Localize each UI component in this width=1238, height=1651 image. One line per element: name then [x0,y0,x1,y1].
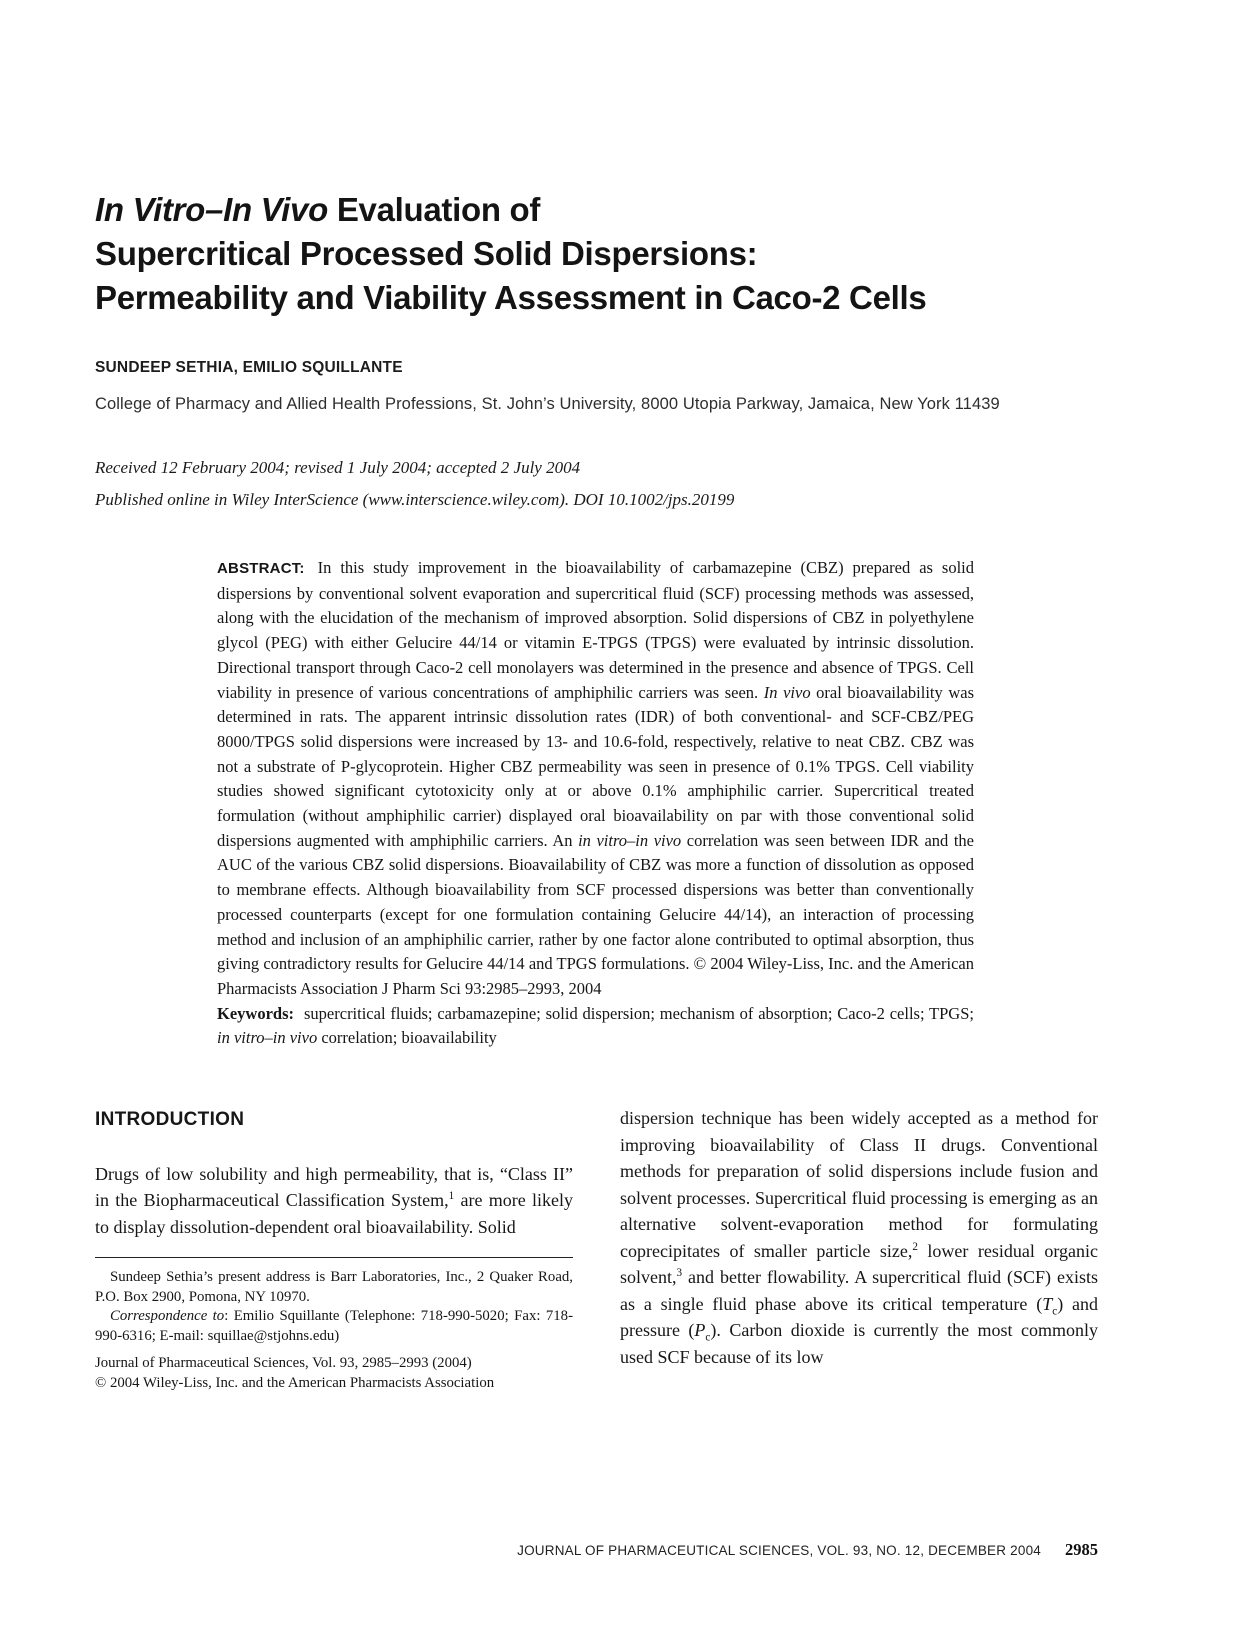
abstract-text-italic: in vitro–in vivo [578,830,682,850]
intro-right-text: ). Carbon dioxide is currently the most commonly used SCF because of its low [620,1320,1098,1367]
title-line1-rest: Evaluation of [327,191,541,228]
symbol-Tc: T [1042,1293,1053,1314]
intro-left-column [95,1105,573,1393]
footnote-correspondence [95,1307,573,1346]
title-line2: Supercritical Processed Solid Dispersions: [95,235,758,272]
page-footer [517,1540,1098,1560]
correspondence-label: Correspondence to [110,1308,225,1325]
footnote-journal-ref: Journal of Pharmaceutical Sciences, Vol. 93, 2985–2993 (2004) [95,1355,472,1372]
footer-page-number: 2985 [1065,1540,1098,1559]
correspondence-text: : Emilio Squillante (Telephone: 718-990-5020; Fax: 718-990-6316; E-mail: squillae@stjohns.edu) [95,1308,574,1344]
subscript-c: c [1052,1305,1058,1318]
abstract-label: ABSTRACT: [217,560,305,577]
title-line3: Permeability and Viability Assessment in Caco-2 Cells [95,279,927,316]
reference-superscript-3: 3 [676,1267,683,1280]
abstract-text-italic: In vivo [763,682,811,702]
abstract-paragraph [217,556,974,1002]
footnote-present-address: Sundeep Sethia’s present address is Barr Laboratories, Inc., 2 Quaker Road, P.O. Box 2900, Pomona, NY 10970. [95,1269,573,1305]
keywords-text-italic: in vitro–in vivo [217,1028,318,1048]
footer-journal-line: JOURNAL OF PHARMACEUTICAL SCIENCES, VOL. 93, NO. 12, DECEMBER 2004 [517,1543,1041,1558]
abstract-text: In this study improvement in the bioavailability of carbamazepine (CBZ) prepared as solid dispersions by conventional solvent evaporation and supercritical fluid (SCF) processing methods was assessed, along with the elucidation of the mechanism of improved absorption. Solid dispersions of CBZ in polyethylene glycol (PEG) with either Gelucire 44/14 or vitamin E-TPGS (TPGS) were evaluated by intrinsic dissolution. Directional transport through Caco-2 cell monolayers was determined in the presence and absence of TPGS. Cell viability in presence of various concentrations of amphiphilic carriers was seen. [217,558,974,702]
keywords-line [217,1002,974,1051]
published-line: Published online in Wiley InterScience (www.interscience.wiley.com). DOI 10.1002/jps.20199 [95,490,735,509]
abstract-text: correlation was seen between IDR and the AUC of the various CBZ solid dispersions. Bioavailability of CBZ was more a function of dissolution as opposed to membrane effects. Although bioavailability from SCF processed dispersions was better than conventionally processed counterparts (except for one formulation containing Gelucire 44/14), an interaction of processing method and inclusion of an amphiphilic carrier, rather by one factor alone contributed to optimal absorption, thus giving contradictory results for Gelucire 44/14 and TPGS formulations. © 2004 Wiley-Liss, Inc. and the American Pharmacists Association J Pharm Sci 93:2985–2993, 2004 [217,830,975,998]
intro-right-text: and better flowability. A supercritical fluid (SCF) exists as a single fluid phase above its critical temperature ( [620,1267,1098,1314]
intro-right-text: ) and pressure ( [620,1293,1099,1341]
received-line: Received 12 February 2004; revised 1 July 2004; accepted 2 July 2004 [95,458,581,477]
intro-paragraph-left [95,1161,573,1241]
introduction-heading: INTRODUCTION [95,1109,245,1131]
intro-paragraph-right [620,1105,1098,1370]
abstract-section [217,556,974,1051]
keywords-text: supercritical fluids; carbamazepine; solid dispersion; mechanism of absorption; Caco-2 cells; TPGS; [304,1003,974,1023]
affiliation-line: College of Pharmacy and Allied Health Professions, St. John’s University, 8000 Utopia Parkway, Jamaica, New York 11439 [95,395,1000,413]
page-content [95,0,1098,1393]
subscript-c: c [705,1331,711,1344]
two-column-body [95,1105,1098,1393]
intro-left-text: are more likely to display dissolution-dependent oral bioavailability. Solid [95,1190,573,1237]
intro-right-column [620,1105,1098,1393]
reference-superscript-2: 2 [912,1240,918,1253]
footnote-copyright: © 2004 Wiley-Liss, Inc. and the American Pharmacists Association [95,1374,495,1391]
title-line1-italic: In Vitro–In Vivo [95,191,328,228]
authors-line: SUNDEEP SETHIA, EMILIO SQUILLANTE [95,359,403,376]
intro-right-text: lower residual organic solvent, [620,1240,1098,1288]
abstract-text: oral bioavailability was determined in rats. The apparent intrinsic dissolution rates (IDR) of both conventional- and SCF-CBZ/PEG 8000/TPGS solid dispersions were increased by 13- and 10.6-fold, respectively, relative to neat CBZ. CBZ was not a substrate of P-glycoprotein. Higher CBZ permeability was seen in presence of 0.1% TPGS. Cell viability studies showed significant cytotoxicity only at or above 0.1% amphiphilic carrier. Supercritical treated formulation (without amphiphilic carrier) displayed oral bioavailability on par with those conventional solid dispersions augmented with amphiphilic carriers. An [217,682,974,850]
footnote-block [95,1257,573,1393]
keywords-text: correlation; bioavailability [317,1028,497,1048]
intro-right-text: dispersion technique has been widely accepted as a method for improving bioavailability of Class II drugs. Conventional methods for preparation of solid dispersions include fusion and solvent processes. Supercritical fluid processing is emerging as an alternative solvent-evaporation method for formulating coprecipitates of smaller particle size, [620,1108,1098,1261]
reference-superscript-1: 1 [448,1190,455,1203]
keywords-label: Keywords: [217,1003,294,1023]
symbol-Pc: P [694,1320,706,1341]
intro-left-text: Drugs of low solubility and high permeability, that is, “Class II” in the Biopharmaceutical Classification System, [95,1163,573,1211]
article-title [95,188,1098,320]
